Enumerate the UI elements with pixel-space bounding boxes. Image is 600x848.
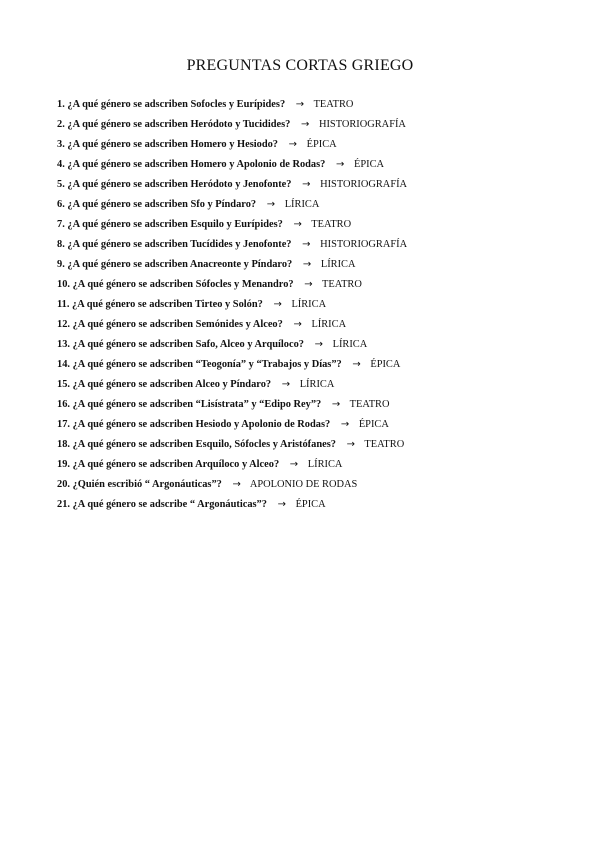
question-text: ¿A qué género se adscriben “Lisístrata” y “Edipo Rey”? [72,399,322,410]
question-number: 15. [57,379,70,390]
answer-text: HISTORIOGRAFÍA [318,119,406,130]
arrow-right-icon: → [302,239,311,250]
question-text: ¿A qué género se adscriben “Teogonía” y “Trabajos y Días”? [72,359,342,370]
question-text: ¿A qué género se adscriben Sofocles y Eurípides? [67,99,286,110]
question-item [57,375,577,395]
question-text: ¿A qué género se adscriben Heródoto y Tucidides? [67,119,291,130]
question-item [57,255,577,275]
question-number: 18. [57,439,70,450]
question-item [57,175,577,195]
question-number: 2. [57,119,65,130]
question-number: 9. [57,259,65,270]
question-item [57,395,577,415]
question-number: 12. [57,319,70,330]
question-item [57,475,577,495]
question-item [57,435,577,455]
arrow-right-icon: → [352,359,361,370]
question-number: 5. [57,179,65,190]
question-number: 17. [57,419,70,430]
question-item [57,295,577,315]
question-text: ¿A qué género se adscriben Esquilo y Eurípides? [67,219,283,230]
question-item [57,455,577,475]
answer-text: LÍRICA [284,199,320,210]
question-text: ¿A qué género se adscriben Sófocles y Menandro? [72,279,294,290]
answer-text: APOLONIO DE RODAS [249,479,358,490]
question-text: ¿A qué género se adscriben Esquilo, Sófocles y Aristófanes? [72,439,336,450]
question-text: ¿A qué género se adscriben Homero y Hesiodo? [67,139,279,150]
answer-text: LÍRICA [311,319,347,330]
answer-text: ÉPICA [370,359,401,370]
question-item [57,355,577,375]
question-text: ¿A qué género se adscriben Heródoto y Jenofonte? [67,179,292,190]
answer-text: HISTORIOGRAFÍA [320,179,408,190]
question-item [57,135,577,155]
arrow-right-icon: → [340,419,350,430]
question-text: ¿Quién escribió “ Argonáuticas”? [72,479,222,490]
answer-text: HISTORIOGRAFÍA [320,239,408,250]
question-text: ¿A qué género se adscribe “ Argonáuticas”? [72,499,267,510]
answer-text: LÍRICA [299,379,335,390]
answer-text: TEATRO [311,219,352,230]
answer-text: ÉPICA [353,159,385,170]
question-item [57,235,577,255]
arrow-right-icon: → [314,339,323,350]
question-number: 11. [57,299,70,310]
arrow-right-icon: → [273,299,282,310]
question-number: 21. [57,499,70,510]
arrow-right-icon: → [300,119,310,130]
answer-text: TEATRO [322,279,362,290]
arrow-right-icon: → [331,399,341,410]
arrow-right-icon: → [277,499,286,510]
arrow-right-icon: → [293,219,302,230]
answer-text: LÍRICA [320,259,356,270]
question-number: 6. [57,199,65,210]
arrow-right-icon: → [295,99,305,110]
question-number: 16. [57,399,70,410]
question-text: ¿A qué género se adscriben Tucídides y Jenofonte? [67,239,292,250]
arrow-right-icon: → [304,279,313,290]
question-number: 3. [57,139,65,150]
arrow-right-icon: → [281,379,291,390]
question-number: 19. [57,459,70,470]
question-text: ¿A qué género se adscriben Homero y Apolonio de Rodas? [67,159,326,170]
answer-text: ÉPICA [358,419,389,430]
arrow-right-icon: → [266,199,276,210]
arrow-right-icon: → [232,479,241,490]
question-text: ¿A qué género se adscriben Anacreonte y Píndaro? [67,259,293,270]
question-item [57,215,577,235]
question-item [57,335,577,355]
question-number: 10. [57,279,70,290]
question-text: ¿A qué género se adscriben Alceo y Píndaro? [72,379,272,390]
answer-text: LÍRICA [291,299,327,310]
question-text: ¿A qué género se adscriben Tirteo y Solón? [72,299,263,310]
answer-text: TEATRO [313,99,354,110]
answer-text: TEATRO [364,439,405,450]
question-number: 7. [57,219,65,230]
answer-text: TEATRO [349,399,390,410]
answer-text: ÉPICA [306,139,337,150]
question-text: ¿A qué género se adscriben Sfo y Píndaro? [67,199,257,210]
question-text: ¿A qué género se adscriben Safo, Alceo y Arquíloco? [72,339,304,350]
question-list [57,95,577,515]
question-item [57,415,577,435]
question-item [57,95,577,115]
arrow-right-icon: → [302,259,312,270]
answer-text: ÉPICA [295,499,326,510]
question-item [57,115,577,135]
arrow-right-icon: → [302,179,311,190]
question-number: 14. [57,359,70,370]
arrow-right-icon: → [335,159,345,170]
question-number: 13. [57,339,70,350]
question-number: 4. [57,159,65,170]
question-item [57,155,577,175]
question-text: ¿A qué género se adscriben Arquíloco y Alceo? [72,459,280,470]
arrow-right-icon: → [293,319,302,330]
answer-text: LÍRICA [307,459,343,470]
question-item [57,315,577,335]
question-text: ¿A qué género se adscriben Semónides y Alceo? [72,319,283,330]
question-number: 1. [57,99,65,110]
arrow-right-icon: → [288,139,298,150]
question-item [57,195,577,215]
question-number: 20. [57,479,70,490]
answer-text: LÍRICA [332,339,368,350]
page-title: PREGUNTAS CORTAS GRIEGO [186,57,414,74]
question-number: 8. [57,239,65,250]
question-text: ¿A qué género se adscriben Hesiodo y Apolonio de Rodas? [72,419,331,430]
question-item [57,275,577,295]
arrow-right-icon: → [346,439,355,450]
question-item [57,495,577,515]
arrow-right-icon: → [289,459,299,470]
